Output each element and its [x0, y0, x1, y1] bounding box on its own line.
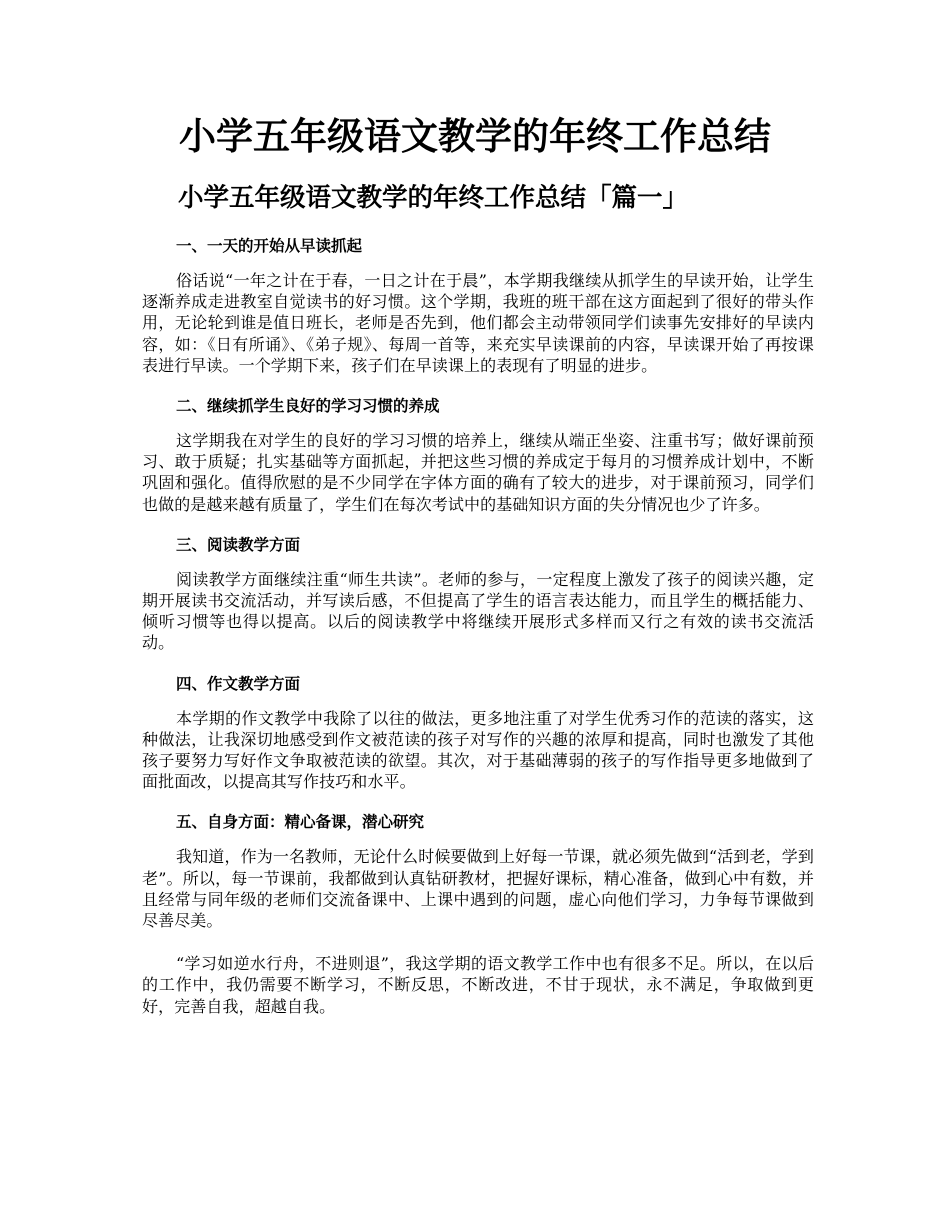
section-paragraph: 这学期我在对学生的良好的学习习惯的培养上，继续从端正坐姿、注重书写；做好课前预习、敢于质疑；扎实基础等方面抓起，并把这些习惯的养成定于每月的习惯养成计划中，不断巩固和强化。值得欣慰的是不少同学在字体方面的确有了较大的进步，对于课前预习，同学们也做的是越来越有质量了，学生们在每次考试中的基础知识方面的失分情况也少了许多。 [142, 431, 814, 514]
section-1 [142, 234, 814, 376]
section-3 [142, 533, 814, 654]
section-paragraph: 俗话说“一年之计在于春，一日之计在于晨”，本学期我继续从抓学生的早读开始，让学生逐渐养成走进教室自觉读书的好习惯。这个学期，我班的班干部在这方面起到了很好的带头作用，无论轮到谁是值日班长，老师是否先到，他们都会主动带领同学们读事先安排好的早读内容，如：《日有所诵》、《弟子规》、每周一首等，来充实早读课前的内容，早读课开始了再按课表进行早读。一个学期下来，孩子们在早读课上的表现有了明显的进步。 [142, 271, 814, 375]
document-title: 小学五年级语文教学的年终工作总结 [179, 114, 771, 158]
document-subtitle: 小学五年级语文教学的年终工作总结「篇一」 [178, 183, 689, 213]
section-heading: 三、阅读教学方面 [176, 534, 301, 554]
section-heading: 一、一天的开始从早读抓起 [176, 236, 363, 255]
section-4 [142, 672, 814, 793]
section-heading: 二、继续抓学生良好的学习习惯的养成 [176, 396, 440, 416]
section-heading: 五、自身方面：精心备课，潜心研究 [176, 812, 425, 832]
document-body [142, 234, 814, 1017]
closing-paragraph: “学习如逆水行舟，不进则退”，我这学期的语文教学工作中也有很多不足。所以，在以后的工作中，我仍需要不断学习，不断反思，不断改进，不甘于现状，永不满足，争取做到更好，完善自我，超越自我。 [142, 954, 814, 1016]
section-paragraph: 阅读教学方面继续注重“师生共读”。老师的参与，一定程度上激发了孩子的阅读兴趣，定期开展读书交流活动，并写读后感，不但提高了学生的语言表达能力，而且学生的概括能力、倾听习惯等也得以提高。以后的阅读教学中将继续开展形式多样而又行之有效的读书交流活动。 [142, 569, 814, 653]
section-heading: 四、作文教学方面 [176, 673, 301, 693]
section-paragraph: 我知道，作为一名教师，无论什么时候要做到上好每一节课，就必须先做到“活到老，学到老”。所以，每一节课前，我都做到认真钻研教材，把握好课标，精心准备，做到心中有数，并且经常与同年级的老师们交流备课中、上课中遇到的问题，虚心向他们学习，力争每节课做到尽善尽美。 [142, 847, 814, 931]
section-2 [142, 394, 814, 515]
section-5 [142, 810, 814, 931]
section-paragraph: 本学期的作文教学中我除了以往的做法，更多地注重了对学生优秀习作的范读的落实，这种做法，让我深切地感受到作文被范读的孩子对写作的兴趣的浓厚和提高，同时也激发了其他孩子要努力写好作文争取被范读的欲望。其次，对于基础薄弱的孩子的写作指导更多地做到了面批面改，以提高其写作技巧和水平。 [142, 708, 814, 792]
